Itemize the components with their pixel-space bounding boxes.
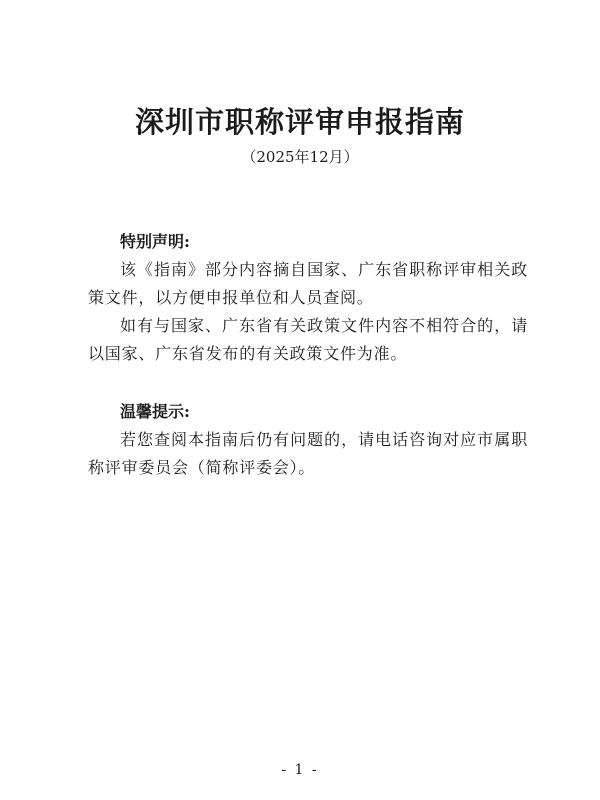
reminder-heading: 温馨提示:: [120, 402, 190, 421]
special-statement-heading: 特别声明:: [120, 232, 190, 251]
special-statement-paragraph-1: 该《指南》部分内容摘自国家、广东省职称评审相关政策文件，以方便申报单位和人员查阅。: [88, 260, 528, 307]
special-statement-paragraph-2: 如有与国家、广东省有关政策文件内容不相符合的，请以国家、广东省发布的有关政策文件为准。: [88, 316, 528, 363]
reminder-section: [88, 398, 528, 482]
page-number: - 1 -: [281, 762, 319, 778]
document-date: （2025年12月）: [241, 148, 359, 166]
special-statement-section: [88, 228, 528, 368]
document-title: 深圳市职称评审申报指南: [134, 105, 465, 139]
reminder-paragraph-1: 若您查阅本指南后仍有问题的，请电话咨询对应市属职称评审委员会（简称评委会）。: [88, 430, 528, 477]
